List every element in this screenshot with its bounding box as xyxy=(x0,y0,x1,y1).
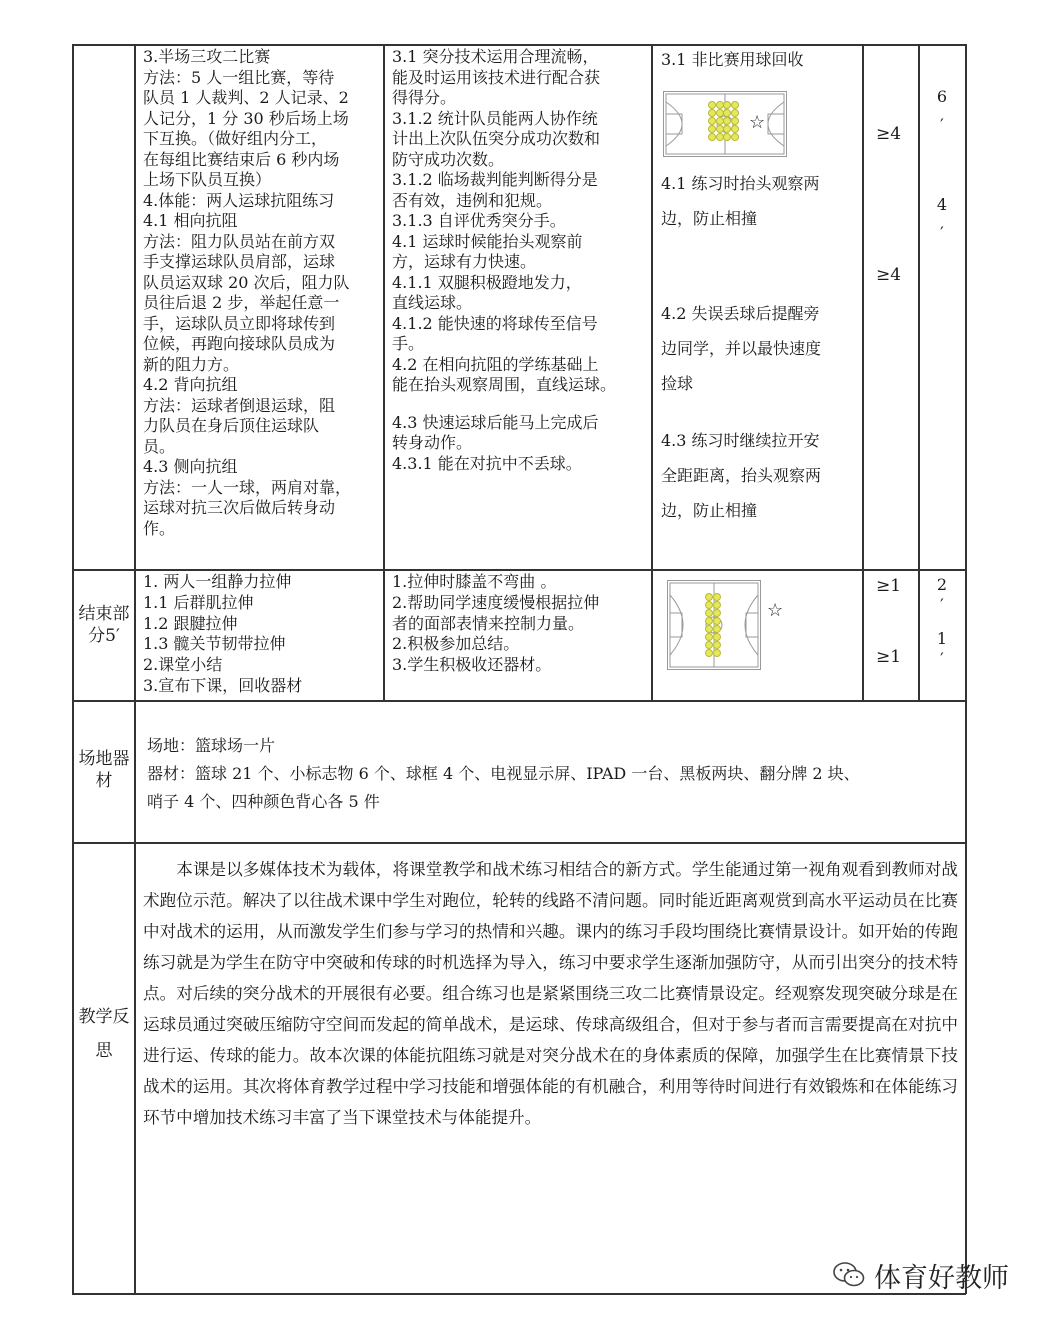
wechat-icon xyxy=(832,1261,866,1289)
goal-line: 1.拉伸时膝盖不弯曲 。 xyxy=(392,572,557,591)
goal-line: 计出上次队伍突分成功次数和 xyxy=(392,129,601,148)
learning-goals-cell xyxy=(392,47,616,474)
content-line: 队员 1 人裁判、2 人记录、2 xyxy=(143,88,349,107)
goal-line: 得得分。 xyxy=(392,88,457,107)
goal-line: 3.1.2 临场裁判能判断得分是 xyxy=(392,170,598,189)
practice-content-cell xyxy=(143,47,351,539)
goal-line: 3.1 突分技术运用合理流畅， xyxy=(392,47,599,66)
practice-time-2: 4 ′ xyxy=(936,195,948,242)
content-line: 运球对抗三次后做后转身动 xyxy=(143,498,336,517)
player-dot xyxy=(708,125,716,133)
organization-line: 4.3 练习时继续拉开安 xyxy=(661,431,820,450)
content-line: 作。 xyxy=(143,518,176,538)
content-line: 方法：阻力队员站在前方双 xyxy=(143,231,336,251)
goal-line: 手。 xyxy=(392,334,425,353)
venue-line: 场地：篮球场一片 xyxy=(147,736,276,755)
goal-line: 3.1.2 统计队员能两人协作统 xyxy=(392,108,598,128)
content-line: 员往后退 2 步，举起任意一 xyxy=(143,293,340,312)
practice-count-1: ≥4 xyxy=(876,124,902,144)
organization-line: 捡球 xyxy=(661,374,694,393)
section-label-ending xyxy=(74,603,134,647)
player-dot xyxy=(723,101,731,109)
player-dot xyxy=(713,609,721,617)
content-line: 新的阻力方。 xyxy=(143,354,240,374)
goal-line: 能及时运用该技术进行配合获 xyxy=(392,67,601,87)
player-dot xyxy=(705,641,713,649)
goal-line: 能在抬头观察周围，直线运球。 xyxy=(392,375,617,394)
player-dot xyxy=(705,633,713,641)
content-line: 1. 两人一组静力拉伸 xyxy=(143,572,292,591)
organization-notes-b xyxy=(661,296,821,528)
player-dot xyxy=(723,109,731,117)
section-label-venue xyxy=(74,748,134,792)
player-dot xyxy=(713,649,721,657)
teacher-star-icon: ☆ xyxy=(767,600,784,621)
player-dot xyxy=(713,641,721,649)
goal-line: 者的面部表情来控制力量。 xyxy=(392,613,585,633)
organization-line: 4.2 失误丢球后提醒旁 xyxy=(661,304,820,323)
goal-line: 否有效，违例和犯规。 xyxy=(392,190,553,210)
court-diagram xyxy=(667,580,761,670)
table-border-left xyxy=(72,44,74,1294)
goal-line: 防守成功次数。 xyxy=(392,149,505,169)
player-dot xyxy=(713,601,721,609)
equipment-line-continued: 哨子 4 个、四种颜色背心各 5 件 xyxy=(147,792,380,811)
equipment-line: 器材：篮球 21 个、小标志物 6 个、球框 4 个、电视显示屏、IPAD 一台、黑板两块、翻分牌 2 块、 xyxy=(147,764,860,783)
teacher-star-icon: ☆ xyxy=(749,112,766,133)
column-divider xyxy=(383,44,385,701)
content-line: 4.体能：两人运球抗阻练习 xyxy=(143,190,335,210)
organization-line: 4.1 练习时抬头观察两 xyxy=(661,174,820,193)
player-dot xyxy=(705,625,713,633)
row-divider xyxy=(72,569,966,571)
section-label-line: 场地 xyxy=(78,749,113,769)
player-dot xyxy=(731,101,739,109)
player-dot xyxy=(705,609,713,617)
player-dot xyxy=(705,617,713,625)
column-divider xyxy=(134,44,136,1294)
content-line: 3.宣布下课，回收器材 xyxy=(143,675,303,695)
ending-time-1: 2 ′ xyxy=(936,575,948,614)
organization-line: 边，防止相撞 xyxy=(661,209,758,228)
content-line: 队员运双球 20 次后，阻力队 xyxy=(143,272,350,292)
goal-line: 4.1.1 双腿积极蹬地发力， xyxy=(392,272,582,292)
content-line: 4.2 背向抗组 xyxy=(143,375,238,394)
ending-content-cell xyxy=(143,572,302,697)
ending-count-2: ≥1 xyxy=(876,647,902,667)
content-line: 员。 xyxy=(143,436,176,456)
goal-line: 转身动作。 xyxy=(392,433,473,452)
content-line: 方法：一人一球，两肩对靠， xyxy=(143,477,352,497)
organization-cell xyxy=(661,45,804,75)
section-label-line: 器材 xyxy=(95,749,130,791)
column-divider xyxy=(651,44,653,701)
player-dot xyxy=(731,117,739,125)
player-dot xyxy=(723,117,731,125)
content-line: 4.1 相向抗阻 xyxy=(143,211,238,230)
player-dot xyxy=(708,101,716,109)
watermark-text: 体育好教师 xyxy=(874,1262,1009,1294)
goal-line: 直线运球。 xyxy=(392,293,473,312)
watermark xyxy=(832,1258,1009,1292)
content-line: 位候，再跑向接球队员成为 xyxy=(143,334,336,353)
goal-line: 3.1.3 自评优秀突分手。 xyxy=(392,211,566,230)
organization-title: 3.1 非比赛用球回收 xyxy=(661,50,804,69)
organization-line: 边，防止相撞 xyxy=(661,501,758,520)
content-line: 2.课堂小结 xyxy=(143,655,223,675)
section-label-line: 学 xyxy=(95,1007,113,1027)
column-divider xyxy=(918,44,920,701)
table-border-top xyxy=(72,44,966,46)
section-label-line: 5′ xyxy=(105,626,120,646)
player-dot xyxy=(705,601,713,609)
player-dot xyxy=(731,109,739,117)
ending-time-2: 1 ′ xyxy=(936,629,948,668)
content-line: 在每组比赛结束后 6 秒内场 xyxy=(143,149,340,169)
organization-notes-a xyxy=(661,166,820,236)
row-divider xyxy=(72,700,966,702)
section-label-line: 教 xyxy=(78,1007,96,1027)
player-dot xyxy=(708,117,716,125)
goal-line: 4.3 快速运球后能马上完成后 xyxy=(392,412,599,432)
section-label-line: 反 xyxy=(112,1007,130,1027)
practice-time-1: 6 ′ xyxy=(936,87,948,134)
player-dot xyxy=(713,593,721,601)
player-dot xyxy=(713,617,721,625)
player-dot xyxy=(723,133,731,141)
content-line: 手支撑运球队员肩部，运球 xyxy=(143,252,336,271)
ending-goals-cell xyxy=(392,572,599,676)
player-dot xyxy=(708,109,716,117)
goal-line: 3.学生积极收还器材。 xyxy=(392,655,552,675)
court-diagram xyxy=(663,91,787,157)
content-line: 3.半场三攻二比赛 xyxy=(143,47,271,66)
section-label-reflection xyxy=(74,1000,134,1068)
section-label-line: 部分 xyxy=(88,604,130,646)
goal-line: 方，运球有力快速。 xyxy=(392,252,537,271)
practice-count-2: ≥4 xyxy=(876,265,902,285)
content-line: 力队员在身后顶住运球队 xyxy=(143,416,320,435)
player-dot xyxy=(713,625,721,633)
goal-line: 4.1.2 能快速的将球传至信号 xyxy=(392,313,598,333)
venue-equipment-cell xyxy=(147,732,860,816)
content-line: 方法：运球者倒退运球，阻 xyxy=(143,395,336,415)
player-dot xyxy=(713,633,721,641)
content-line: 下互换。（做好组内分工， xyxy=(143,129,328,148)
ending-count-1: ≥1 xyxy=(876,576,902,596)
goal-line: 2.帮助同学速度缓慢根据拉伸 xyxy=(392,592,600,612)
column-divider xyxy=(862,44,864,701)
goal-line: 4.3.1 能在对抗中不丢球。 xyxy=(392,453,582,473)
goal-line: 4.2 在相向抗阻的学练基础上 xyxy=(392,354,599,374)
goal-line: 2.积极参加总结。 xyxy=(392,634,520,654)
table-border-bottom xyxy=(72,1293,966,1295)
content-line: 1.3 髋关节韧带拉伸 xyxy=(143,634,286,654)
content-line: 方法：5 人一组比赛，等待 xyxy=(143,67,335,87)
goal-line: 4.1 运球时候能抬头观察前 xyxy=(392,231,583,251)
player-dot xyxy=(731,133,739,141)
content-line: 1.1 后群肌拉伸 xyxy=(143,592,254,612)
organization-line: 边同学，并以最快速度 xyxy=(661,339,822,358)
organization-line: 全距距离，抬头观察两 xyxy=(661,466,822,485)
player-dot xyxy=(723,125,731,133)
row-divider xyxy=(72,842,966,844)
section-label-line: 思 xyxy=(95,1041,113,1061)
content-line: 1.2 跟腱拉伸 xyxy=(143,613,238,633)
reflection-paragraph: 本课是以多媒体技术为载体，将课堂教学和战术练习相结合的新方式。学生能通过第一视角观看到教师对战术跑位示范。解决了以往战术课中学生对跑位，轮转的线路不清问题。同时能近距离观赏到高水平运动员在比赛中对战术的运用，从而激发学生们参与学习的热情和兴趣。课内的练习手段均围绕比赛情景设计。如开始的传跑练习就是为学生在防守中突破和传球的时机选择为导入，练习中要求学生逐渐加强防守，从而引出突分的技术特点。对后续的突分战术的开展很有必要。组合练习也是紧紧围绕三攻二比赛情景设定。经观察发现突破分球是在运球员通过突破压缩防守空间而发起的简单战术，是运球、传球高级组合，但对于参与者而言需要提高在对抗中进行运、传球的能力。故本次课的体能抗阻练习就是对突分战术在的身体素质的保障，加强学生在比赛情景下技战术的运用。其次将体育教学过程中学习技能和增强体能的有机融合，利用等待时间进行有效锻炼和在体能练习环节中增加技术练习丰富了当下课堂技术与体能提升。 xyxy=(143,860,958,1127)
player-dot xyxy=(708,133,716,141)
player-dot xyxy=(705,649,713,657)
player-dot xyxy=(731,125,739,133)
section-label-line: 结束 xyxy=(78,604,113,624)
table-border-right xyxy=(965,44,967,1294)
content-line: 4.3 侧向抗组 xyxy=(143,457,238,476)
content-line: 上场下队员互换） xyxy=(143,170,272,189)
content-line: 人记分，1 分 30 秒后场上场 xyxy=(143,108,349,128)
player-dot xyxy=(705,593,713,601)
content-line: 手，运球队员立即将球传到 xyxy=(143,313,336,333)
